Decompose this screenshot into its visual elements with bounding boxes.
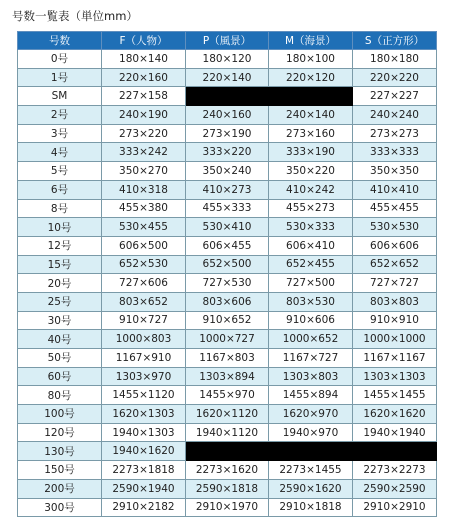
s-size-cell: 455×455 <box>353 199 437 218</box>
table-row <box>18 386 437 405</box>
s-size-cell: 273×273 <box>353 124 437 143</box>
f-size-cell: 803×652 <box>102 292 186 311</box>
table-row <box>18 199 437 218</box>
table-row <box>18 423 437 442</box>
table-row <box>18 498 437 517</box>
table-row <box>18 106 437 125</box>
size-number-cell: 200号 <box>18 479 102 498</box>
size-number-cell: 3号 <box>18 124 102 143</box>
size-number-cell: 10号 <box>18 218 102 237</box>
f-size-cell: 910×727 <box>102 311 186 330</box>
m-size-cell: 220×120 <box>269 68 353 87</box>
m-size-cell: 240×140 <box>269 106 353 125</box>
p-size-cell: 803×606 <box>186 292 269 311</box>
table-row <box>18 162 437 181</box>
unavailable-cell <box>269 87 353 106</box>
m-size-cell: 1303×803 <box>269 367 353 386</box>
size-number-cell: 2号 <box>18 106 102 125</box>
f-size-cell: 180×140 <box>102 50 186 69</box>
p-size-cell: 273×190 <box>186 124 269 143</box>
s-size-cell: 350×350 <box>353 162 437 181</box>
f-size-cell: 727×606 <box>102 274 186 293</box>
s-size-cell: 220×220 <box>353 68 437 87</box>
p-size-cell: 1940×1120 <box>186 423 269 442</box>
f-size-cell: 240×190 <box>102 106 186 125</box>
s-size-cell: 180×180 <box>353 50 437 69</box>
f-size-cell: 2273×1818 <box>102 461 186 480</box>
p-size-cell: 2910×1970 <box>186 498 269 517</box>
p-size-cell: 910×652 <box>186 311 269 330</box>
size-number-cell: SM <box>18 87 102 106</box>
s-size-cell: 227×227 <box>353 87 437 106</box>
s-size-cell: 410×410 <box>353 180 437 199</box>
table-row <box>18 330 437 349</box>
m-size-cell: 180×100 <box>269 50 353 69</box>
f-size-cell: 227×158 <box>102 87 186 106</box>
m-size-cell: 2273×1455 <box>269 461 353 480</box>
table-row <box>18 124 437 143</box>
m-size-cell: 606×410 <box>269 236 353 255</box>
size-number-cell: 300号 <box>18 498 102 517</box>
table-header-row <box>18 32 437 50</box>
m-size-cell: 530×333 <box>269 218 353 237</box>
p-size-cell: 1455×970 <box>186 386 269 405</box>
table-row <box>18 143 437 162</box>
header-s-square: S（正方形） <box>353 32 437 50</box>
header-p-landscape: P（風景） <box>186 32 269 50</box>
p-size-cell: 1620×1120 <box>186 405 269 424</box>
f-size-cell: 1940×1303 <box>102 423 186 442</box>
f-size-cell: 652×530 <box>102 255 186 274</box>
table-row <box>18 236 437 255</box>
size-number-cell: 4号 <box>18 143 102 162</box>
s-size-cell: 333×333 <box>353 143 437 162</box>
f-size-cell: 350×270 <box>102 162 186 181</box>
s-size-cell: 1000×1000 <box>353 330 437 349</box>
canvas-size-table <box>17 31 437 517</box>
p-size-cell: 1303×894 <box>186 367 269 386</box>
s-size-cell: 1940×1940 <box>353 423 437 442</box>
m-size-cell: 455×273 <box>269 199 353 218</box>
f-size-cell: 606×500 <box>102 236 186 255</box>
f-size-cell: 455×380 <box>102 199 186 218</box>
p-size-cell: 2590×1818 <box>186 479 269 498</box>
p-size-cell: 1000×727 <box>186 330 269 349</box>
header-m-seascape: M（海景） <box>269 32 353 50</box>
table-caption: 号数一覧表（単位mm） <box>12 9 138 23</box>
table-row <box>18 87 437 106</box>
s-size-cell: 240×240 <box>353 106 437 125</box>
p-size-cell: 727×530 <box>186 274 269 293</box>
table-row <box>18 180 437 199</box>
m-size-cell: 910×606 <box>269 311 353 330</box>
m-size-cell: 2910×1818 <box>269 498 353 517</box>
table-row <box>18 311 437 330</box>
m-size-cell: 1620×970 <box>269 405 353 424</box>
f-size-cell: 333×242 <box>102 143 186 162</box>
s-size-cell: 803×803 <box>353 292 437 311</box>
m-size-cell: 803×530 <box>269 292 353 311</box>
p-size-cell: 240×160 <box>186 106 269 125</box>
s-size-cell: 606×606 <box>353 236 437 255</box>
m-size-cell: 1167×727 <box>269 349 353 368</box>
size-number-cell: 120号 <box>18 423 102 442</box>
table-body <box>18 50 437 517</box>
s-size-cell: 727×727 <box>353 274 437 293</box>
f-size-cell: 273×220 <box>102 124 186 143</box>
unavailable-cell <box>186 87 269 106</box>
size-number-cell: 1号 <box>18 68 102 87</box>
p-size-cell: 180×120 <box>186 50 269 69</box>
m-size-cell: 333×190 <box>269 143 353 162</box>
f-size-cell: 410×318 <box>102 180 186 199</box>
m-size-cell: 273×160 <box>269 124 353 143</box>
size-number-cell: 15号 <box>18 255 102 274</box>
m-size-cell: 1000×652 <box>269 330 353 349</box>
f-size-cell: 2590×1940 <box>102 479 186 498</box>
table-row <box>18 405 437 424</box>
table-row <box>18 461 437 480</box>
size-number-cell: 25号 <box>18 292 102 311</box>
p-size-cell: 220×140 <box>186 68 269 87</box>
f-size-cell: 1455×1120 <box>102 386 186 405</box>
s-size-cell: 1303×1303 <box>353 367 437 386</box>
table-row <box>18 255 437 274</box>
p-size-cell: 350×240 <box>186 162 269 181</box>
m-size-cell: 1455×894 <box>269 386 353 405</box>
unavailable-cell <box>269 442 353 461</box>
p-size-cell: 410×273 <box>186 180 269 199</box>
s-size-cell: 2910×2910 <box>353 498 437 517</box>
p-size-cell: 652×500 <box>186 255 269 274</box>
s-size-cell: 2590×2590 <box>353 479 437 498</box>
table-row <box>18 274 437 293</box>
size-number-cell: 130号 <box>18 442 102 461</box>
size-number-cell: 0号 <box>18 50 102 69</box>
table-row <box>18 218 437 237</box>
unavailable-cell <box>353 442 437 461</box>
f-size-cell: 1940×1620 <box>102 442 186 461</box>
table-row <box>18 68 437 87</box>
size-number-cell: 100号 <box>18 405 102 424</box>
p-size-cell: 606×455 <box>186 236 269 255</box>
m-size-cell: 1940×970 <box>269 423 353 442</box>
unavailable-cell <box>186 442 269 461</box>
m-size-cell: 727×500 <box>269 274 353 293</box>
f-size-cell: 1167×910 <box>102 349 186 368</box>
header-size-number: 号数 <box>18 32 102 50</box>
f-size-cell: 1000×803 <box>102 330 186 349</box>
s-size-cell: 2273×2273 <box>353 461 437 480</box>
s-size-cell: 1455×1455 <box>353 386 437 405</box>
s-size-cell: 1620×1620 <box>353 405 437 424</box>
size-number-cell: 20号 <box>18 274 102 293</box>
p-size-cell: 455×333 <box>186 199 269 218</box>
p-size-cell: 333×220 <box>186 143 269 162</box>
table-row <box>18 367 437 386</box>
m-size-cell: 652×455 <box>269 255 353 274</box>
f-size-cell: 2910×2182 <box>102 498 186 517</box>
table-row <box>18 349 437 368</box>
table-row <box>18 442 437 461</box>
size-number-cell: 50号 <box>18 349 102 368</box>
p-size-cell: 2273×1620 <box>186 461 269 480</box>
p-size-cell: 1167×803 <box>186 349 269 368</box>
f-size-cell: 1620×1303 <box>102 405 186 424</box>
f-size-cell: 1303×970 <box>102 367 186 386</box>
table-row <box>18 292 437 311</box>
m-size-cell: 350×220 <box>269 162 353 181</box>
s-size-cell: 1167×1167 <box>353 349 437 368</box>
p-size-cell: 530×410 <box>186 218 269 237</box>
size-number-cell: 30号 <box>18 311 102 330</box>
size-number-cell: 5号 <box>18 162 102 181</box>
size-number-cell: 6号 <box>18 180 102 199</box>
size-number-cell: 8号 <box>18 199 102 218</box>
s-size-cell: 530×530 <box>353 218 437 237</box>
size-number-cell: 60号 <box>18 367 102 386</box>
size-number-cell: 80号 <box>18 386 102 405</box>
s-size-cell: 652×652 <box>353 255 437 274</box>
f-size-cell: 530×455 <box>102 218 186 237</box>
s-size-cell: 910×910 <box>353 311 437 330</box>
m-size-cell: 2590×1620 <box>269 479 353 498</box>
size-number-cell: 12号 <box>18 236 102 255</box>
header-f-figure: F（人物） <box>102 32 186 50</box>
table-row <box>18 479 437 498</box>
f-size-cell: 220×160 <box>102 68 186 87</box>
size-number-cell: 150号 <box>18 461 102 480</box>
m-size-cell: 410×242 <box>269 180 353 199</box>
size-number-cell: 40号 <box>18 330 102 349</box>
table-row <box>18 50 437 69</box>
